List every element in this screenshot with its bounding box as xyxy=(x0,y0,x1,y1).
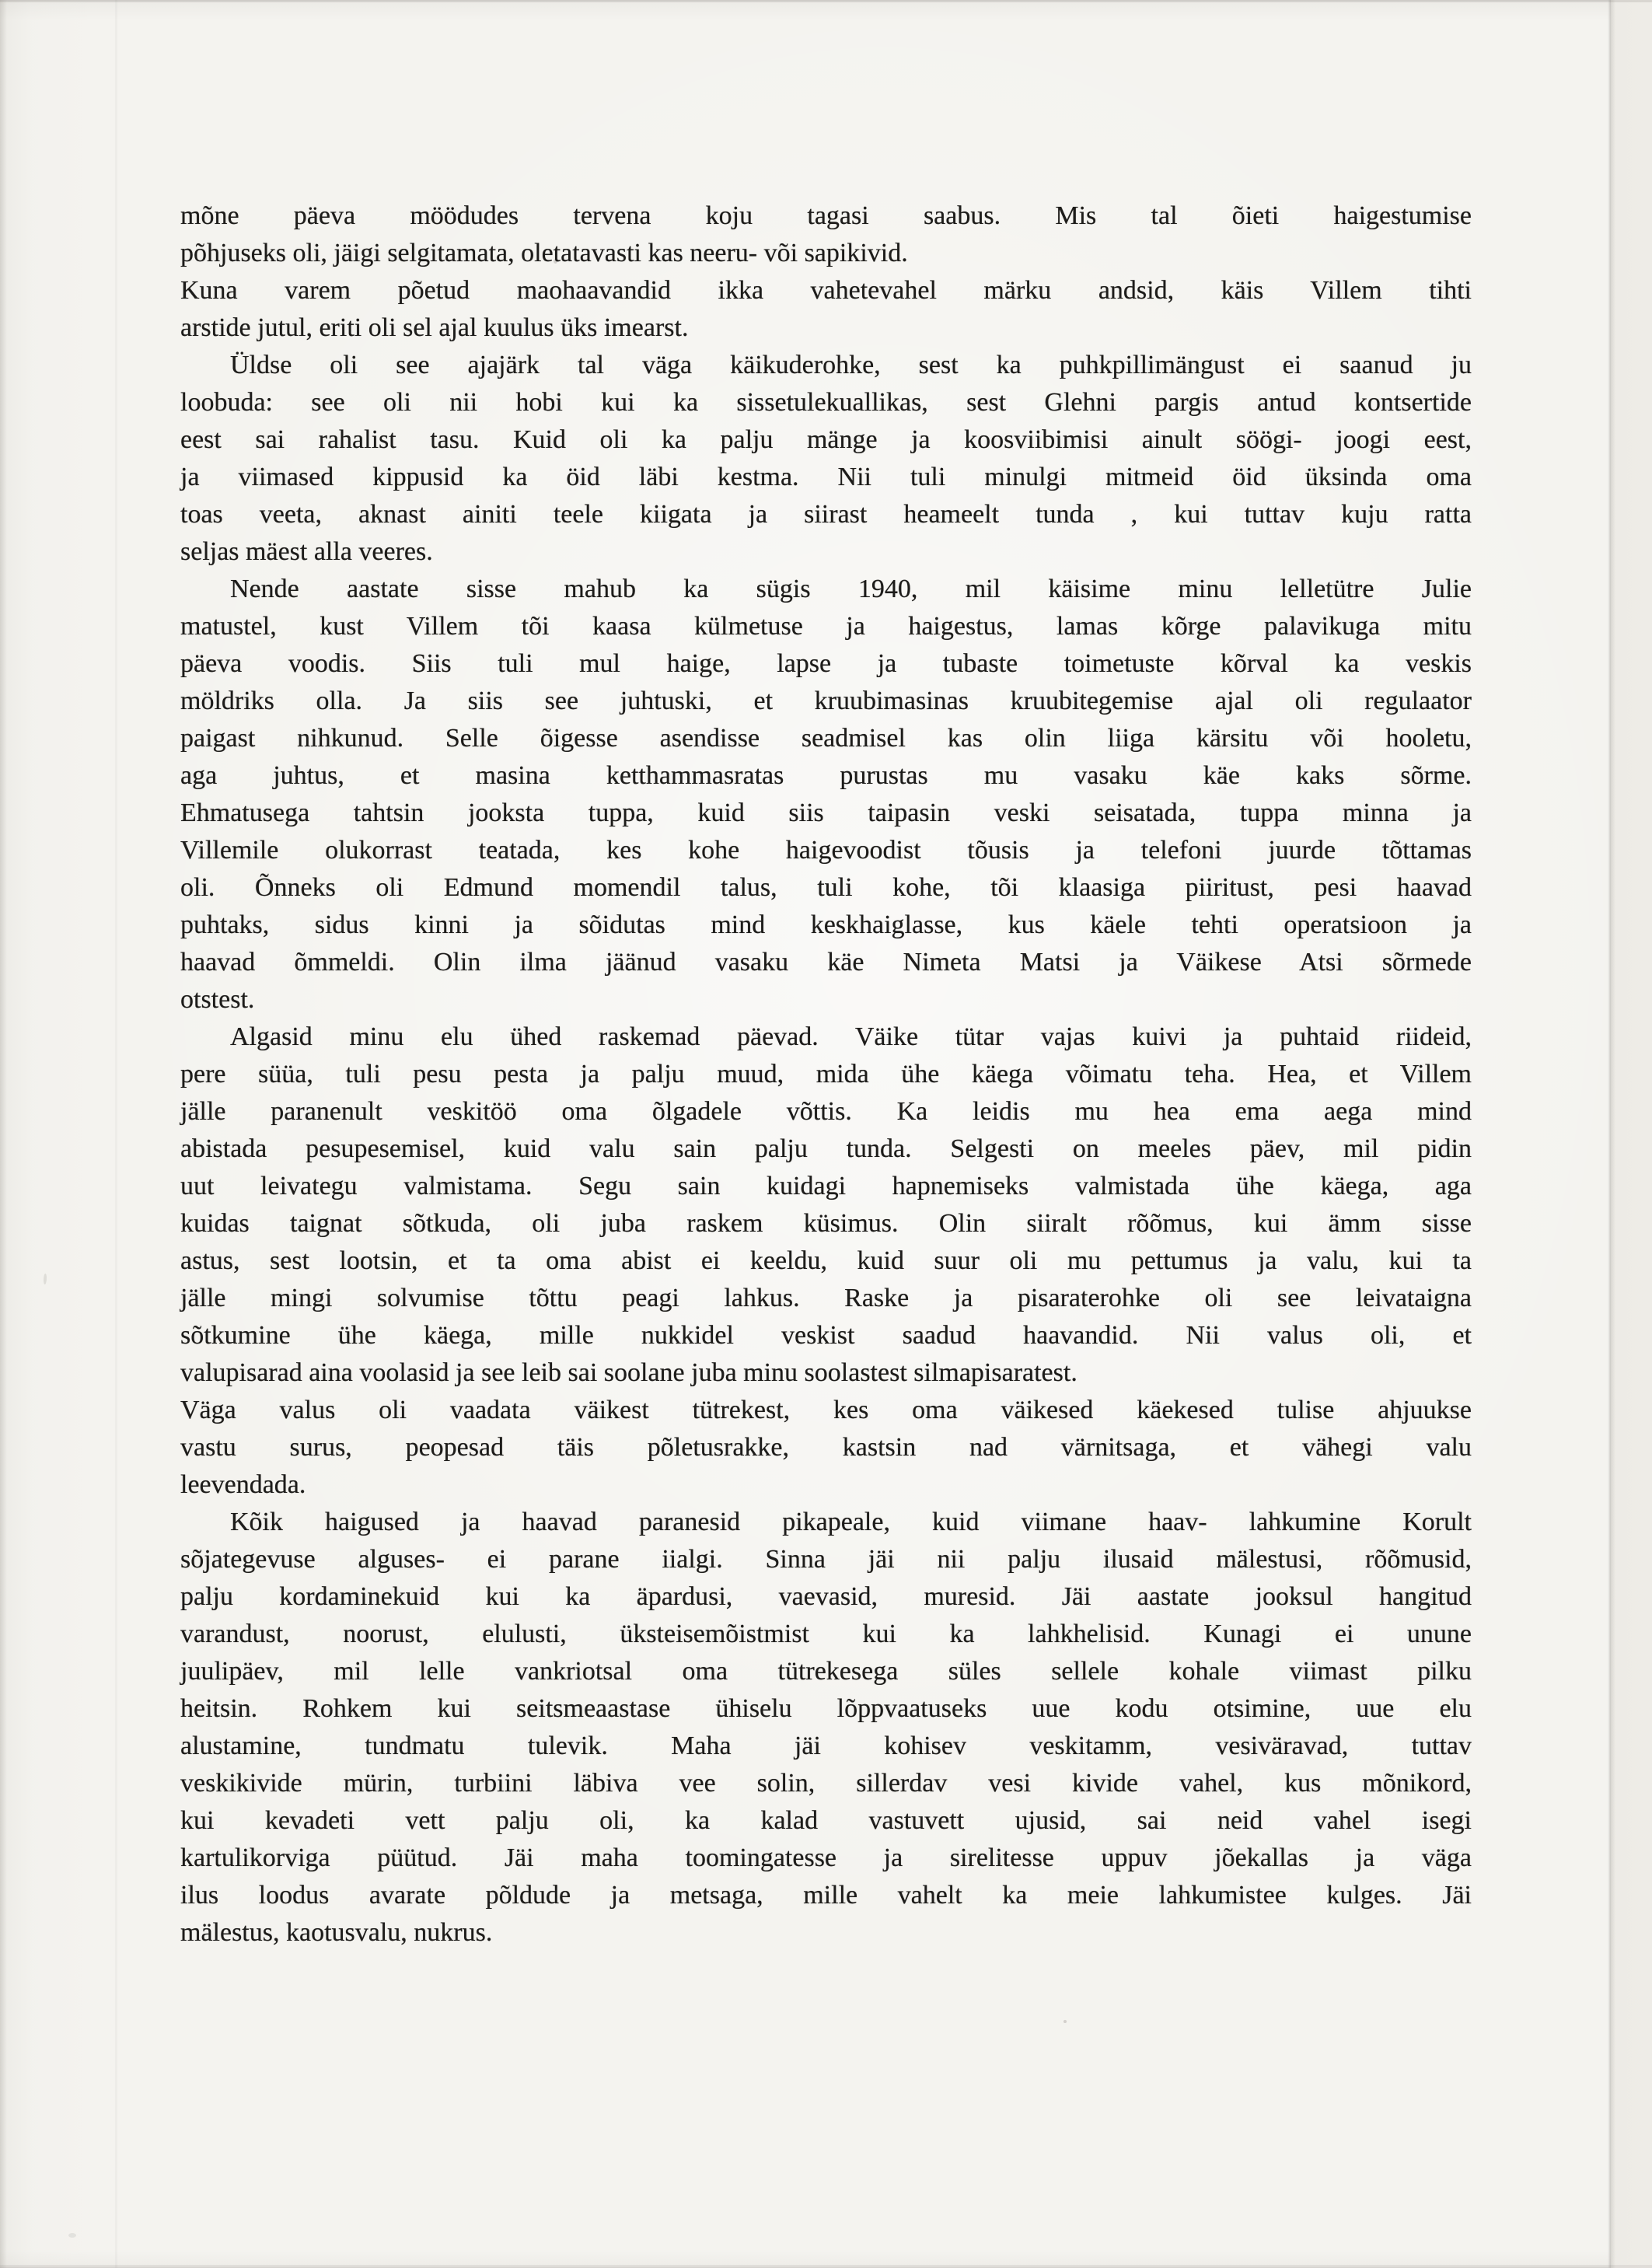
text-line: varandust, noorust, elulusti, üksteisemõistmist kui ka lahkhelisid. Kunagi ei unune xyxy=(180,1620,1472,1648)
text-line: mälestus, kaotusvalu, nukrus. xyxy=(180,1918,493,1947)
text-line: haavad õmmeldi. Olin ilma jäänud vasaku käe Nimeta Matsi ja Väikese Atsi sõrmede xyxy=(180,948,1472,977)
text-line: Kõik haigused ja haavad paranesid pikapeale, kuid viimane haav- lahkumine Korult xyxy=(230,1508,1472,1536)
text-line: pere süüa, tuli pesu pesta ja palju muud, mida ühe käega võimatu teha. Hea, et Villem xyxy=(180,1060,1472,1089)
text-line: uut leivategu valmistama. Segu sain kuidagi hapnemiseks valmistada ühe käega, aga xyxy=(180,1172,1472,1200)
text-line: oli. Õnneks oli Edmund momendil talus, tuli kohe, tõi klaasiga piiritust, pesi haavad xyxy=(180,873,1472,902)
text-line: seljas mäest alla veeres. xyxy=(180,537,433,566)
text-line: Villemile olukorrast teatada, kes kohe haigevoodist tõusis ja telefoni juurde tõttamas xyxy=(180,836,1472,865)
text-line: möldriks olla. Ja siis see juhtuski, et kruubimasinas kruubitegemise ajal oli regulaator xyxy=(180,687,1472,715)
text-line: jälle paranenult veskitöö oma õlgadele võttis. Ka leidis mu hea ema aega mind xyxy=(180,1097,1472,1126)
text-line: jälle mingi solvumise tõttu peagi lahkus. Raske ja pisaraterohke oli see leivataigna xyxy=(180,1284,1472,1312)
text-line: sõtkumine ühe käega, mille nukkidel veskist saadud haavandid. Nii valus oli, et xyxy=(180,1321,1472,1350)
scanner-edge-strip xyxy=(1611,0,1652,2268)
text-line: Väga valus oli vaadata väikest tütrekest, kes oma väikesed käekesed tulise ahjuukse xyxy=(180,1396,1472,1424)
text-line: abistada pesupesemisel, kuid valu sain palju tunda. Selgesti on meeles päev, mil pidin xyxy=(180,1134,1472,1163)
text-line: Kuna varem põetud maohaavandid ikka vahetevahel märku andsid, käis Villem tihti xyxy=(180,276,1472,305)
document-text xyxy=(180,197,1472,1952)
text-line: otstest. xyxy=(180,985,255,1014)
scan-top-edge xyxy=(0,0,1652,2)
text-line: toas veeta, aknast ainiti teele kiigata ja siirast heameelt tunda , kui tuttav kuju ratta xyxy=(180,500,1472,529)
text-line: põhjuseks oli, jäigi selgitamata, oletatavasti kas neeru- või sapikivid. xyxy=(180,239,908,267)
text-line: Algasid minu elu ühed raskemad päevad. Väike tütar vajas kuivi ja puhtaid riideid, xyxy=(230,1022,1472,1051)
text-line: kui kevadeti vett palju oli, ka kalad vastuvett ujusid, sai neid vahel isegi xyxy=(180,1806,1472,1835)
text-line: päeva voodis. Siis tuli mul haige, lapse ja tubaste toimetuste kõrval ka veskis xyxy=(180,649,1472,678)
text-line: ja viimased kippusid ka öid läbi kestma. Nii tuli minulgi mitmeid öid üksinda oma xyxy=(180,463,1472,491)
text-line: mõne päeva möödudes tervena koju tagasi saabus. Mis tal õieti haigestumise xyxy=(180,201,1472,230)
text-line: eest sai rahalist tasu. Kuid oli ka palju mänge ja koosviibimisi ainult söögi- joogi eest, xyxy=(180,425,1472,454)
text-line: Üldse oli see ajajärk tal väga käikuderohke, sest ka puhkpillimängust ei saanud ju xyxy=(230,351,1472,379)
text-line: palju kordaminekuid kui ka äpardusi, vaevasid, muresid. Jäi aastate jooksul hangitud xyxy=(180,1582,1472,1611)
text-line: Nende aastate sisse mahub ka sügis 1940, mil käisime minu lelletütre Julie xyxy=(230,575,1472,603)
text-line: kartulikorviga püütud. Jäi maha toomingatesse ja sirelitesse uppuv jõekallas ja väga xyxy=(180,1843,1472,1872)
scan-bottom-edge xyxy=(0,2265,1652,2268)
paper-speck xyxy=(1063,2020,1067,2023)
text-line: arstide jutul, eriti oli sel ajal kuulus üks imearst. xyxy=(180,313,689,342)
text-line: juulipäev, mil lelle vankriotsal oma tütrekesega süles sellele kohale viimast pilku xyxy=(180,1657,1472,1686)
text-line: matustel, kust Villem tõi kaasa külmetuse ja haigestus, lamas kõrge palavikuga mitu xyxy=(180,612,1472,641)
text-line: paigast nihkunud. Selle õigesse asendisse seadmisel kas olin liiga kärsitu või hooletu, xyxy=(180,724,1472,753)
scan-left-edge xyxy=(0,0,7,2268)
text-line: leevendada. xyxy=(180,1470,306,1499)
text-line: sõjategevuse alguses- ei parane iialgi. Sinna jäi nii palju ilusaid mälestusi, rõõmusid, xyxy=(180,1545,1472,1574)
text-line: astus, sest lootsin, et ta oma abist ei keeldu, kuid suur oli mu pettumus ja valu, kui ta xyxy=(180,1246,1472,1275)
text-line: alustamine, tundmatu tulevik. Maha jäi kohisev veskitamm, vesiväravad, tuttav xyxy=(180,1732,1472,1760)
text-line: valupisarad aina voolasid ja see leib sai soolane juba minu soolastest silmapisaratest. xyxy=(180,1358,1077,1387)
text-line: heitsin. Rohkem kui seitsmeaastase ühiselu lõppvaatuseks uue kodu otsimine, uue elu xyxy=(180,1694,1472,1723)
text-line: loobuda: see oli nii hobi kui ka sissetulekuallikas, sest Glehni pargis antud kontsertide xyxy=(180,388,1472,417)
text-line: puhtaks, sidus kinni ja sõidutas mind keskhaiglasse, kus käele tehti operatsioon ja xyxy=(180,910,1472,939)
text-line: Ehmatusega tahtsin jooksta tuppa, kuid siis taipasin veski seisatada, tuppa minna ja xyxy=(180,799,1472,827)
paper-crease xyxy=(115,0,117,2268)
text-line: aga juhtus, et masina ketthammasratas purustas mu vasaku käe kaks sõrme. xyxy=(180,761,1472,790)
text-line: veskikivide mürin, turbiini läbiva vee solin, sillerdav vesi kivide vahel, kus mõnikord, xyxy=(180,1769,1472,1798)
paper-speck xyxy=(68,2233,76,2238)
text-line: ilus loodus avarate põldude ja metsaga, mille vahelt ka meie lahkumistee kulges. Jäi xyxy=(180,1881,1472,1910)
text-line: vastu surus, peopesad täis põletusrakke, kastsin nad värnitsaga, et vähegi valu xyxy=(180,1433,1472,1462)
text-line: kuidas taignat sõtkuda, oli juba raskem küsimus. Olin siiralt rõõmus, kui ämm sisse xyxy=(180,1209,1472,1238)
